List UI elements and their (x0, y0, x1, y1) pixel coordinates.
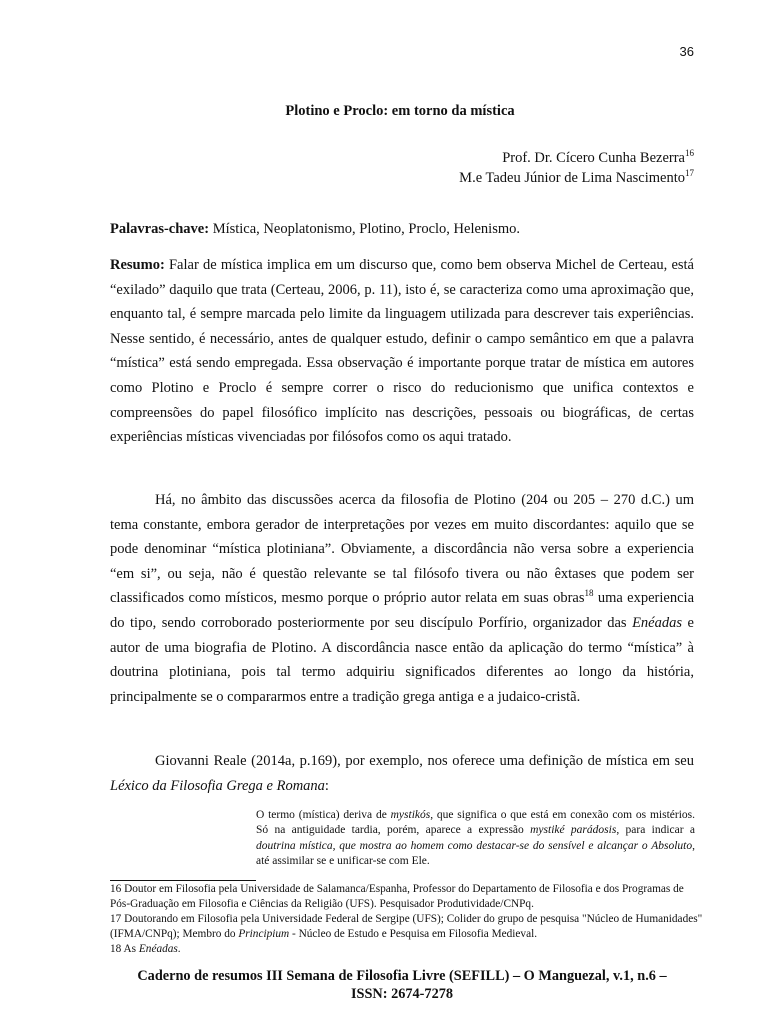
keywords-text: Mística, Neoplatonismo, Plotino, Proclo, Helenismo. (209, 221, 520, 237)
quote-text: , para indicar a (616, 824, 695, 837)
paragraph-text: Giovanni Reale (2014a, p.169), por exemplo, nos oferece uma definição de mística em seu (155, 753, 694, 769)
abstract-label: Resumo: (110, 257, 165, 273)
quote-text: , que significa o que está em conexão com os mistérios. Só na antiguidade tardia, porém, aparece a expressão (256, 809, 695, 837)
block-quote (256, 808, 695, 869)
article-title: Plotino e Proclo: em torno da mística (285, 103, 515, 119)
paragraph-text: uma experiencia do tipo, sendo corroborado posteriormente por seu discípulo Porfírio, organizador das (110, 590, 694, 631)
footnote-text: 18 As (110, 943, 139, 955)
paragraph-text: Há, no âmbito das discussões acerca da filosofia de Plotino (204 ou 205 – 270 d.C.) um tema constante, embora gerador de interpretações por vezes em muito discordantes: aquilo que se pode denominar “mística plotiniana”. Obviamente, a discordância não versa sobre a experiencia “em si”, ou seja, não é questão relevante se tal filósofo tivera ou não êxtases que podem ser classificados como místicos, mesmo porque o próprio autor relata em suas obras (110, 492, 694, 607)
body-paragraph (110, 749, 694, 798)
footnote-ref: 17 (685, 168, 694, 178)
quote-text: O termo (mística) deriva de (256, 809, 391, 821)
author-block (459, 148, 694, 188)
keywords-paragraph (110, 219, 694, 239)
paragraph-text: : (324, 777, 329, 794)
abstract-text: Falar de mística implica em um discurso que, como bem observa Michel de Certeau, está “exilado” daquilo que trata (Certeau, 2006, p. 11), isto é, se caracteriza como uma aproximação que, enquanto tal, é sempre marcada pelo limite da linguagem utilizada para descrever tais experiências. Nesse sentido, é necessário, antes de qualquer estudo, definir o campo semântico em que a palavra “mística” está sendo empregada. Essa observação é importante porque tratar de mística em autores como Plotino e Proclo é sempre correr o risco do reducionismo que unifica contextos e compreensões do papel filosófico implícito nas descrições, pessoais ou biográficas, de certas experiências místicas vivenciadas por filósofos como os aqui tratado. (110, 257, 694, 446)
footnote-italic: Enéadas (138, 943, 178, 955)
page-footer (110, 967, 694, 1003)
quote-term: mystikós (390, 809, 431, 821)
author-name: M.e Tadeu Júnior de Lima Nascimento (459, 170, 685, 186)
book-title: Enéadas (632, 614, 683, 631)
footer-line: Caderno de resumos III Semana de Filosofia Livre (SEFILL) – O Manguezal, v.1, n.6 – (137, 968, 667, 984)
quote-term: mystiké parádosis (530, 824, 617, 837)
quote-text: , até assimilar se e unificar-se com Ele. (256, 839, 695, 867)
author-name: Prof. Dr. Cícero Cunha Bezerra (502, 150, 685, 166)
page-number: 36 (679, 44, 694, 59)
footnote-17 (110, 912, 704, 942)
footnote-divider (110, 880, 256, 881)
footnote-18 (110, 942, 704, 957)
footnote-ref: 18 (584, 588, 594, 599)
author-line (459, 168, 694, 188)
footnote-italic: Principium (238, 928, 290, 940)
footnote-16: 16 Doutor em Filosofia pela Universidade de Salamanca/Espanha, Professor do Departamento de Filosofia e dos Programas de Pós-Graduação em Filosofia e Ciências da Religião (UFS). Pesquisador Produtividade/CNPq. (110, 883, 684, 910)
footnote-text: - Núcleo de Estudo e Pesquisa em Filosofia Medieval. (289, 928, 538, 940)
footnote-text: 17 Doutorando em Filosofia pela Universidade Federal de Sergipe (UFS); Colider do grupo de pesquisa "Núcleo de Humanidades" (IFMA/CNPq); Membro do (110, 913, 703, 940)
footnote-text: . (177, 943, 181, 955)
book-title: Léxico da Filosofia Grega e Romana (110, 777, 325, 794)
author-line (459, 148, 694, 168)
body-paragraph (110, 488, 694, 709)
quote-emphasis: doutrina mística, que mostra ao homem como destacar-se do sensível e alcançar o Absoluto (256, 839, 693, 852)
paragraph-text: e autor de uma biografia de Plotino. A discordância nasce então da aplicação do termo “mística” à doutrina plotiniana, pois tal termo adquiriu significados diferentes ao longo da história, principalmente se o compararmos entre a tradição grega antiga e a judaico-cristã. (110, 614, 694, 705)
footnotes (110, 882, 704, 957)
abstract-paragraph (110, 253, 694, 450)
keywords-label: Palavras-chave: (110, 221, 210, 237)
footer-line: ISSN: 2674-7278 (350, 986, 454, 1002)
footnote-ref: 16 (685, 148, 694, 158)
